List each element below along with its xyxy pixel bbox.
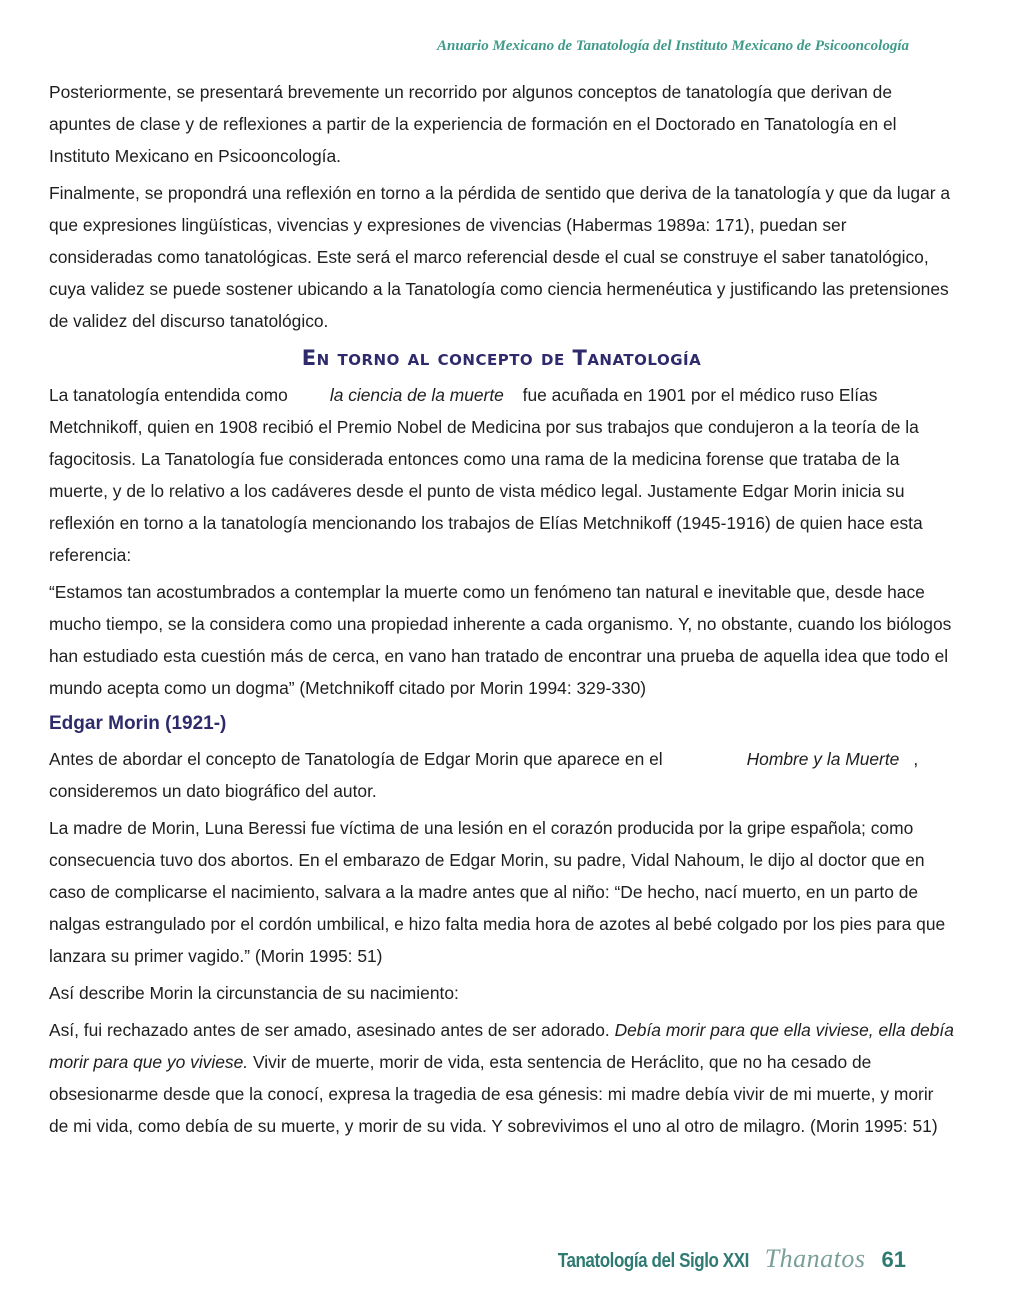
quote-metchnikoff: “Estamos tan acostumbrados a contemplar la muerte como un fenómeno tan natural e inevitable que, desde hace mucho tiempo, se la considera como una propiedad inherente a cada organismo. Y, no obstante, cuando los biólogos han estudiado esta cuestión más de cerca, en vano han tratado de encontrar una prueba de aquella idea que todo el mundo acepta como un dogma” (Metchnikoff citado por Morin 1994: 329-330) (49, 582, 952, 698)
paragraph-text: fue acuñada en 1901 por el médico ruso Elías Metchnikoff, quien en 1908 recibió el Premio Nobel de Medicina por sus trabajos que condujeron a la teoría de la fagocitosis. La Tanatología fue considerada entonces como una rama de la medicina forense que trataba de la muerte, y de lo relativo a los cadáveres desde el punto de vista médico legal. Justamente Edgar Morin inicia su reflexión en torno a la tanatología mencionando los trabajos de Elías Metchnikoff (1945-1916) de quien hace esta referencia: (49, 385, 923, 565)
paragraph-morin-biography: La madre de Morin, Luna Beressi fue víctima de una lesión en el corazón producida por la gripe española; como consecuencia tuvo dos abortos. En el embarazo de Edgar Morin, su padre, Vidal Nahoum, le dijo al doctor que en caso de complicarse el nacimiento, salvara a la madre antes que al niño: “De hecho, nací muerto, en un parto de nalgas estrangulado por el cordón umbilical, e hizo falta media hora de azotes al bebé colgado por los pies para que lanzara su primer vagido.” (Morin 1995: 51) (49, 818, 946, 966)
paragraph-intro-2: Finalmente, se propondrá una reflexión en torno a la pérdida de sentido que deriva de la tanatología y que da lugar a que expresiones lingüísticas, vivencias y expresiones de vivencias (Habermas 1989a: 171), puedan ser consideradas como tanatológicas. Este será el marco referencial desde el cual se construye el saber tanatológico, cuya validez se puede sostener ubicando a la Tanatología como ciencia hermenéutica y justificando las pretensiones de validez del discurso tanatológico. (49, 183, 951, 331)
running-header: Anuario Mexicano de Tanatología del Instituto Mexicano de Psicooncología (437, 38, 909, 54)
paragraph-intro-1: Posteriormente, se presentará brevemente un recorrido por algunos conceptos de tanatología que derivan de apuntes de clase y de reflexiones a partir de la experiencia de formación en el Doctorado en Tanatología en el Instituto Mexicano en Psicooncología. (49, 82, 897, 166)
paragraph-text: La tanatología entendida como (49, 385, 288, 405)
paragraph-morin-birth-intro: Así describe Morin la circunstancia de su nacimiento: (49, 983, 459, 1003)
paragraph-text: Vivir de muerte, morir de vida, esta sentencia de Heráclito, que no ha cesado de obsesionarme desde que la conocí, expresa la tragedia de esa génesis: mi madre debía vivir de mi muerte, y morir de mi vida, como debía de su muerte, y morir de su vida. Y sobrevivimos el uno al otro de milagro. (Morin 1995: 51) (49, 1052, 938, 1136)
italic-sentence: Debía morir para que ella viviese, ella debía morir para que yo viviese. (49, 1020, 954, 1072)
paragraph-text: Antes de abordar el concepto de Tanatología de Edgar Morin que aparece en el (49, 749, 663, 769)
paragraph-text: , consideremos un dato biográfico del autor. (49, 749, 919, 801)
italic-book-title: Hombre y la Muerte (746, 749, 900, 769)
page-number: 61 (881, 1247, 906, 1272)
section-heading: En torno al concepto de Tanatología (301, 346, 702, 370)
article-body (49, 76, 954, 1147)
paragraph-morin-quote (49, 1014, 954, 1142)
paragraph-tanatologia-definition (49, 379, 954, 571)
page-footer (524, 1244, 906, 1274)
italic-term: la ciencia de la muerte (329, 385, 504, 405)
subsection-heading: Edgar Morin (1921-) (49, 713, 227, 734)
footer-section-name: Tanatología del Siglo XXI (557, 1250, 749, 1272)
paragraph-morin-intro (49, 743, 954, 807)
paragraph-text: Así, fui rechazado antes de ser amado, asesinado antes de ser adorado. (49, 1020, 610, 1040)
footer-brand-logo: Thanatos (764, 1244, 866, 1273)
